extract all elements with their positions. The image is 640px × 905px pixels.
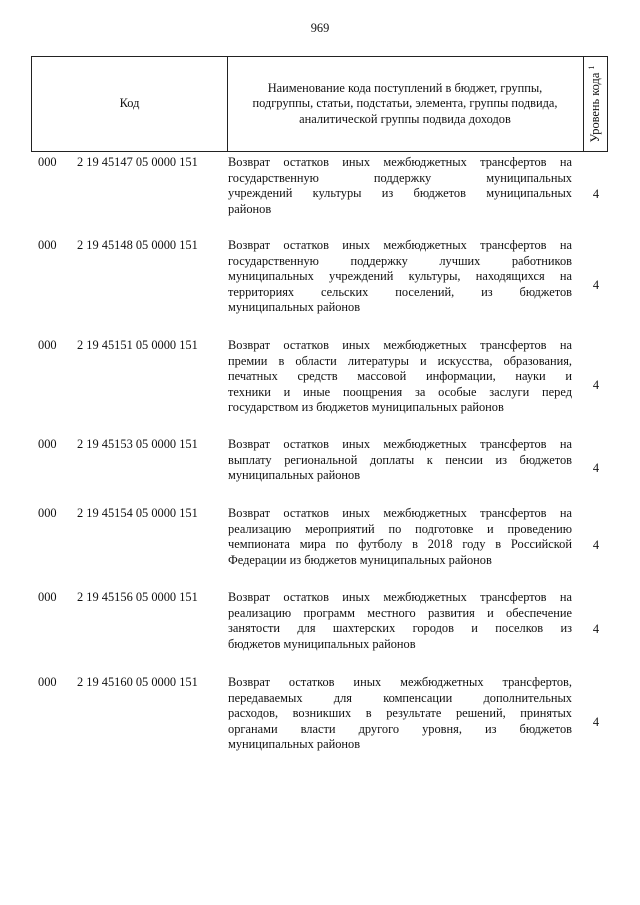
code-level: 4 xyxy=(592,715,600,729)
header-name-line: подгруппы, статьи, подстатьи, элемента, группы подвида, xyxy=(252,96,558,111)
admin-code: 000 xyxy=(38,506,57,520)
income-name-line: премии в области литературы и искусства, образования, xyxy=(228,353,572,368)
code-level: 4 xyxy=(592,461,600,475)
code-level: 4 xyxy=(592,187,600,201)
admin-code: 000 xyxy=(38,590,57,604)
income-name xyxy=(228,338,572,416)
code-level: 4 xyxy=(592,278,600,292)
income-name-line: передаваемых для компенсации дополнительных xyxy=(228,690,572,705)
income-name xyxy=(228,238,572,316)
header-code xyxy=(32,57,228,151)
income-name-line: бюджетов муниципальных районов xyxy=(228,636,416,651)
code-level: 4 xyxy=(592,538,600,552)
code-level: 4 xyxy=(592,378,600,392)
income-code: 2 19 45147 05 0000 151 xyxy=(77,155,198,169)
income-name-line: муниципальных районов xyxy=(228,300,361,315)
income-name-line: государством из бюджетов муниципальных районов xyxy=(228,400,504,415)
income-code: 2 19 45154 05 0000 151 xyxy=(77,506,198,520)
income-name-line: выплату региональной доплаты к пенсии из бюджетов xyxy=(228,452,572,467)
income-code: 2 19 45148 05 0000 151 xyxy=(77,238,198,252)
income-code: 2 19 45160 05 0000 151 xyxy=(77,675,198,689)
header-level-label: Уровень кода xyxy=(588,72,603,143)
income-name-line: чемпионата мира по футболу в 2018 году в Российской xyxy=(228,537,572,552)
income-name-line: государственную поддержку лучших работников xyxy=(228,253,572,268)
income-name-line: Возврат остатков иных межбюджетных трансфертов, xyxy=(228,675,572,689)
income-name-line: Возврат остатков иных межбюджетных трансфертов на xyxy=(228,338,572,352)
admin-code: 000 xyxy=(38,675,57,689)
income-name-line: Возврат остатков иных межбюджетных трансфертов на xyxy=(228,238,572,252)
income-name-line: занятости для шахтерских городов и поселков из xyxy=(228,621,572,636)
income-name-line: муниципальных учреждений культуры, находящихся на xyxy=(228,269,572,284)
income-name xyxy=(228,506,572,568)
header-level-footnote: 1 xyxy=(587,65,597,70)
header-name-line: Наименование кода поступлений в бюджет, группы, xyxy=(267,80,543,95)
income-code: 2 19 45153 05 0000 151 xyxy=(77,437,198,451)
income-name-line: реализацию программ местного развития и обеспечение xyxy=(228,605,572,620)
income-name-line: муниципальных районов xyxy=(228,468,361,483)
income-name-line: Возврат остатков иных межбюджетных трансфертов на xyxy=(228,155,572,169)
income-name-line: техники и иные поощрения за особые заслуги перед xyxy=(228,384,572,399)
income-name xyxy=(228,155,572,217)
income-name-line: территориях сельских поселений, из бюджетов xyxy=(228,284,572,299)
income-name-line: Возврат остатков иных межбюджетных трансфертов на xyxy=(228,506,572,520)
income-code: 2 19 45156 05 0000 151 xyxy=(77,590,198,604)
income-name xyxy=(228,590,572,652)
admin-code: 000 xyxy=(38,437,57,451)
income-name-line: органами власти другого уровня, из бюджетов xyxy=(228,721,572,736)
table-header xyxy=(31,56,608,152)
income-name-line: Федерации из бюджетов муниципальных районов xyxy=(228,552,492,567)
income-name-line: реализацию мероприятий по подготовке и проведению xyxy=(228,521,572,536)
income-name-line: печатных средств массовой информации, науки и xyxy=(228,369,572,384)
income-name-line: районов xyxy=(228,201,272,216)
income-name-line: государственную поддержку муниципальных xyxy=(228,170,572,185)
page-number: 969 xyxy=(310,21,330,35)
header-code-label: Код xyxy=(119,96,140,111)
header-level xyxy=(584,57,608,151)
income-code: 2 19 45151 05 0000 151 xyxy=(77,338,198,352)
income-name-line: муниципальных районов xyxy=(228,737,361,752)
income-name-line: расходов, возникших в результате решений, принятых xyxy=(228,706,572,721)
admin-code: 000 xyxy=(38,338,57,352)
income-name-line: Возврат остатков иных межбюджетных трансфертов на xyxy=(228,437,572,451)
header-name xyxy=(227,57,584,151)
income-name xyxy=(228,437,572,484)
income-name-line: учреждений культуры из бюджетов муниципальных xyxy=(228,186,572,201)
code-level: 4 xyxy=(592,622,600,636)
admin-code: 000 xyxy=(38,238,57,252)
header-name-line: аналитической группы подвида доходов xyxy=(299,111,511,126)
income-name xyxy=(228,675,572,753)
income-name-line: Возврат остатков иных межбюджетных трансфертов на xyxy=(228,590,572,604)
admin-code: 000 xyxy=(38,155,57,169)
